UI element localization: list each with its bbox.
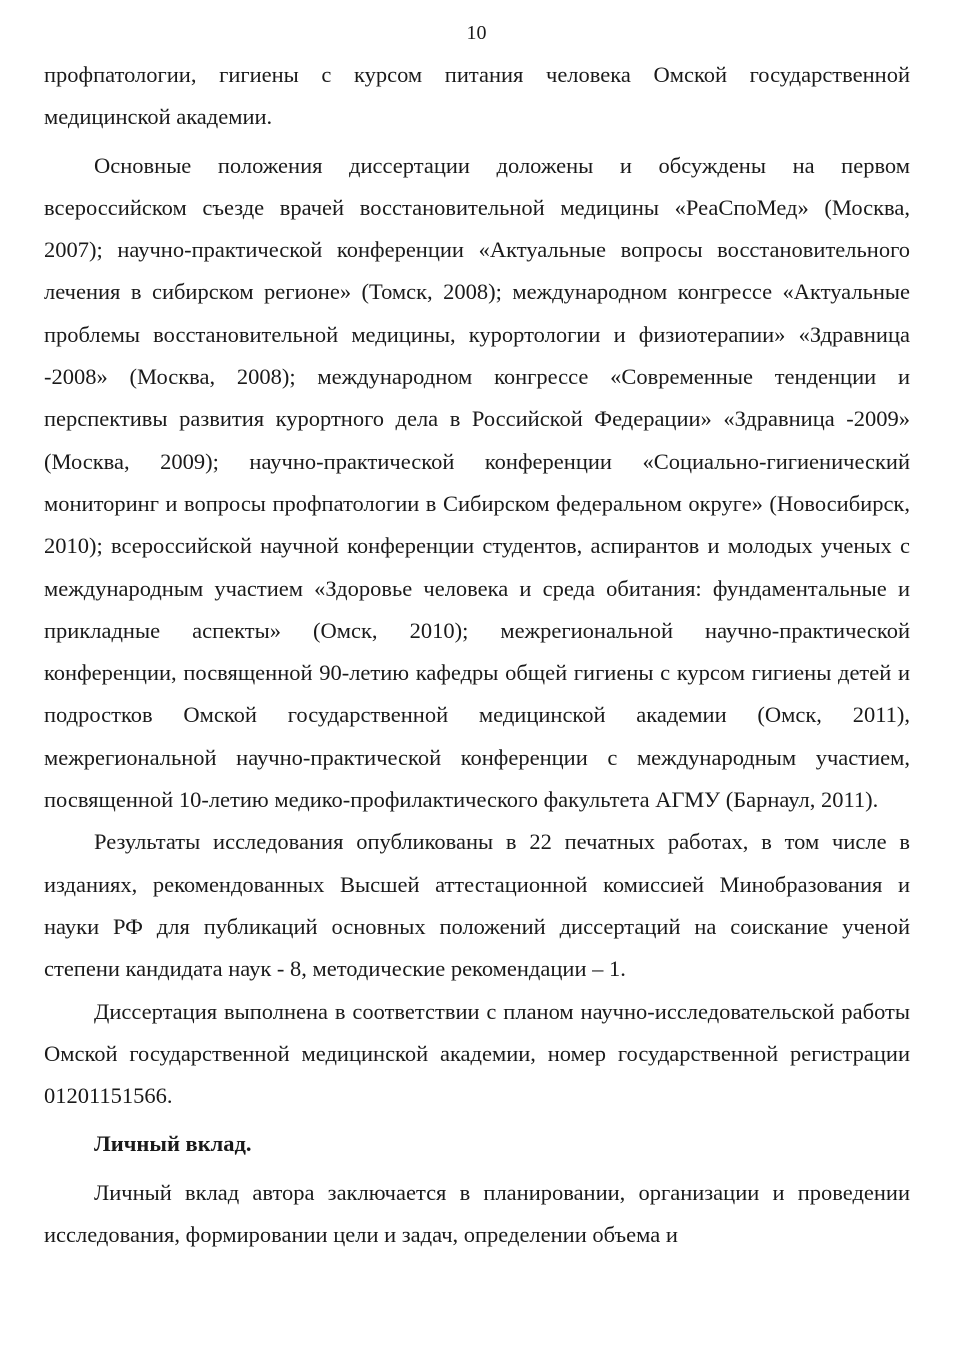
body-text	[44, 54, 910, 1256]
page-number: 10	[466, 22, 487, 44]
paragraph-personal-contribution: Личный вклад автора заключается в планировании, организации и проведении исследования, формировании цели и задач, определении объема и	[44, 1179, 910, 1248]
paragraph-approbation: Основные положения диссертации доложены и обсуждены на первом всероссийском съезде врачей восстановительной медицины «РеаСпоМед» (Москва, 2007); научно-практической конференции «Актуальные вопросы восстановительного лечения в сибирском регионе» (Томск, 2008); международном конгрессе «Актуальные проблемы восстановительной медицины, курортологии и физиотерапии» «Здравница -2008» (Москва, 2008); международном конгрессе «Современные тенденции и перспективы развития курортного дела в Российской Федерации» «Здравница -2009» (Москва, 2009); научно-практической конференции «Социально-гигиенический мониторинг и вопросы профпатологии в Сибирском федеральном округе» (Новосибирск, 2010); всероссийской научной конференции студентов, аспирантов и молодых ученых с международным участием «Здоровье человека и среда обитания: фундаментальные и прикладные аспекты» (Омск, 2010); межрегиональной научно-практической конференции, посвященной 90-летию кафедры общей гигиены с курсом гигиены детей и подростков Омской государственной медицинской академии (Омск, 2011), межрегиональной научно-практической конференции с международным участием, посвященной 10-летию медико-профилактического факультета АГМУ (Барнаул, 2011).	[44, 152, 910, 813]
section-heading-personal-contribution: Личный вклад.	[94, 1131, 252, 1157]
paragraph-research-plan: Диссертация выполнена в соответствии с планом научно-исследовательской работы Омской государственной медицинской академии, номер государственной регистрации 01201151566.	[44, 998, 910, 1109]
paragraph-continuation: профпатологии, гигиены с курсом питания человека Омской государственной медицинской академии.	[44, 62, 910, 130]
paragraph-publications: Результаты исследования опубликованы в 22 печатных работах, в том числе в изданиях, рекомендованных Высшей аттестационной комиссией Минобразования и науки РФ для публикаций основных положений диссертаций на соискание ученой степени кандидата наук - 8, методические рекомендации – 1.	[44, 829, 910, 982]
